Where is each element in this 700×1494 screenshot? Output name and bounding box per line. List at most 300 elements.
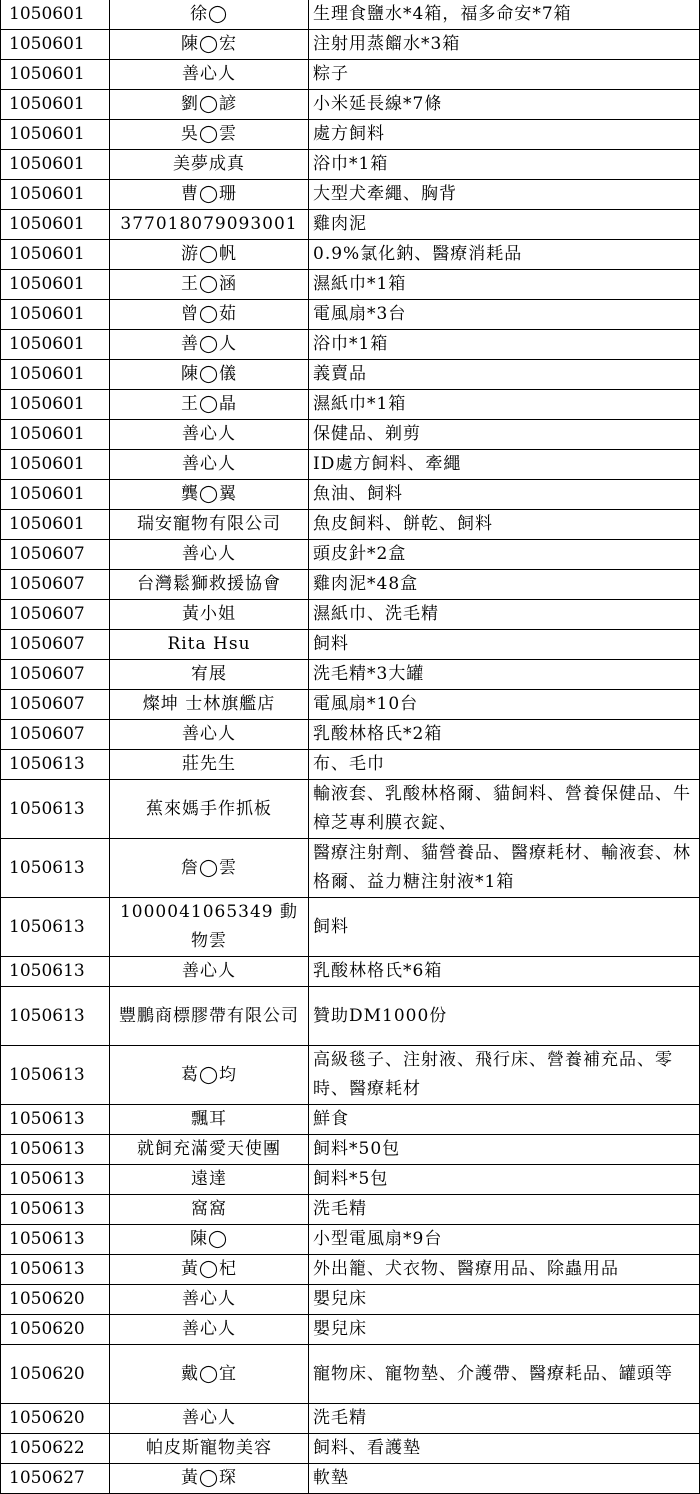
donor-cell bbox=[110, 480, 309, 510]
item-cell bbox=[309, 1105, 700, 1135]
donor-cell bbox=[110, 510, 309, 540]
date-cell bbox=[1, 30, 110, 60]
item-cell-text: 義賣品 bbox=[313, 364, 367, 384]
item-cell-text: 輸液套、乳酸林格爾、貓飼料、營養保健品、牛樟芝專利膜衣錠、 bbox=[313, 784, 691, 833]
donor-cell bbox=[110, 1464, 309, 1494]
donor-cell-text: 黃小姐 bbox=[182, 604, 236, 624]
date-cell bbox=[1, 898, 110, 957]
table-row bbox=[1, 600, 700, 630]
item-cell bbox=[309, 150, 700, 180]
donor-cell bbox=[110, 360, 309, 390]
donor-cell-text: 黃◯杞 bbox=[180, 1259, 238, 1279]
table-row bbox=[1, 1315, 700, 1345]
date-cell-text: 1050613 bbox=[9, 798, 85, 819]
donor-cell-text: 遠達 bbox=[191, 1169, 227, 1189]
date-cell-text: 1050613 bbox=[9, 916, 85, 937]
date-cell-text: 1050613 bbox=[9, 1229, 85, 1249]
date-cell-text: 1050601 bbox=[9, 34, 85, 54]
date-cell bbox=[1, 1135, 110, 1165]
date-cell-text: 1050601 bbox=[9, 484, 85, 504]
table-row bbox=[1, 420, 700, 450]
date-cell-text: 1050613 bbox=[9, 1005, 85, 1026]
item-cell bbox=[309, 1195, 700, 1225]
table-row bbox=[1, 180, 700, 210]
donor-cell-text: 善◯人 bbox=[180, 334, 238, 354]
date-cell bbox=[1, 957, 110, 987]
donor-cell-text: 台灣鬆獅救援協會 bbox=[137, 574, 281, 594]
donor-cell-text: 莊先生 bbox=[182, 754, 236, 774]
item-cell-text: 嬰兒床 bbox=[313, 1319, 367, 1339]
item-cell-text: 魚皮飼料、餅乾、飼料 bbox=[313, 514, 493, 534]
date-cell-text: 1050601 bbox=[9, 184, 85, 204]
date-cell-text: 1050601 bbox=[9, 454, 85, 474]
donor-cell-text: 王◯涵 bbox=[180, 274, 238, 294]
item-cell bbox=[309, 1404, 700, 1434]
donor-cell bbox=[110, 1285, 309, 1315]
item-cell bbox=[309, 1434, 700, 1464]
item-cell-text: 鮮食 bbox=[313, 1109, 349, 1129]
donor-cell-text: 詹◯雲 bbox=[180, 857, 238, 878]
item-cell-text: 小米延長線*7條 bbox=[313, 94, 443, 114]
item-cell-text: 生理食鹽水*4箱，福多命安*7箱 bbox=[313, 4, 572, 24]
donor-cell-text: 飄耳 bbox=[191, 1109, 227, 1129]
donor-cell-text: 窩窩 bbox=[191, 1199, 227, 1219]
item-cell bbox=[309, 780, 700, 839]
date-cell bbox=[1, 1315, 110, 1345]
item-cell-text: 魚油、飼料 bbox=[313, 484, 403, 504]
donor-cell bbox=[110, 1046, 309, 1105]
donor-cell bbox=[110, 240, 309, 270]
donor-cell-text: 葛◯均 bbox=[180, 1064, 238, 1085]
item-cell bbox=[309, 540, 700, 570]
item-cell bbox=[309, 1255, 700, 1285]
item-cell bbox=[309, 330, 700, 360]
table-row bbox=[1, 1046, 700, 1105]
donor-cell-text: 陳◯儀 bbox=[180, 364, 238, 384]
item-cell bbox=[309, 600, 700, 630]
date-cell-text: 1050601 bbox=[9, 214, 85, 234]
item-cell bbox=[309, 898, 700, 957]
table-row bbox=[1, 240, 700, 270]
date-cell-text: 1050620 bbox=[9, 1408, 85, 1428]
item-cell bbox=[309, 300, 700, 330]
date-cell-text: 1050601 bbox=[9, 94, 85, 114]
item-cell-text: 小型電風扇*9台 bbox=[313, 1229, 443, 1249]
donor-cell-text: 龔◯翼 bbox=[180, 484, 238, 504]
date-cell-text: 1050601 bbox=[9, 64, 85, 84]
donor-cell bbox=[110, 1434, 309, 1464]
item-cell-text: 處方飼料 bbox=[313, 124, 385, 144]
date-cell bbox=[1, 90, 110, 120]
table-row bbox=[1, 720, 700, 750]
date-cell bbox=[1, 270, 110, 300]
item-cell bbox=[309, 270, 700, 300]
donor-cell bbox=[110, 600, 309, 630]
date-cell bbox=[1, 510, 110, 540]
donor-cell-text: 瑞安寵物有限公司 bbox=[137, 514, 281, 534]
donor-cell-text: 燦坤 士林旗艦店 bbox=[142, 694, 276, 714]
table-row bbox=[1, 630, 700, 660]
table-row bbox=[1, 1404, 700, 1434]
date-cell-text: 1050601 bbox=[9, 424, 85, 444]
item-cell bbox=[309, 957, 700, 987]
table-row bbox=[1, 330, 700, 360]
item-cell bbox=[309, 390, 700, 420]
table-row bbox=[1, 1135, 700, 1165]
item-cell-text: 高級毯子、注射液、飛行床、營養補充品、零時、醫療耗材 bbox=[313, 1050, 673, 1099]
item-cell-text: 醫療注射劑、貓營養品、醫療耗材、輸液套、林格爾、益力糖注射液*1箱 bbox=[313, 843, 691, 892]
item-cell-text: 浴巾*1箱 bbox=[313, 154, 389, 174]
donor-cell-text: 陳◯宏 bbox=[180, 34, 238, 54]
date-cell bbox=[1, 60, 110, 90]
donor-cell bbox=[110, 540, 309, 570]
donor-cell bbox=[110, 1225, 309, 1255]
table-row bbox=[1, 270, 700, 300]
date-cell bbox=[1, 210, 110, 240]
date-cell-text: 1050607 bbox=[9, 664, 85, 684]
item-cell bbox=[309, 0, 700, 30]
date-cell-text: 1050613 bbox=[9, 754, 85, 774]
table-row bbox=[1, 1105, 700, 1135]
item-cell bbox=[309, 660, 700, 690]
item-cell-text: 軟墊 bbox=[313, 1468, 349, 1488]
date-cell bbox=[1, 1255, 110, 1285]
table-row bbox=[1, 690, 700, 720]
donor-cell-text: 吳◯雲 bbox=[180, 124, 238, 144]
donor-cell-text: 善心人 bbox=[182, 454, 236, 474]
donor-cell bbox=[110, 1255, 309, 1285]
item-cell-text: 洗毛精 bbox=[313, 1199, 367, 1219]
table-row bbox=[1, 510, 700, 540]
donor-cell-text: 善心人 bbox=[182, 424, 236, 444]
date-cell-text: 1050613 bbox=[9, 1139, 85, 1159]
table-row bbox=[1, 898, 700, 957]
item-cell-text: 濕紙巾*1箱 bbox=[313, 394, 407, 414]
donor-cell-text: 就飼充滿愛天使團 bbox=[137, 1139, 281, 1159]
date-cell-text: 1050613 bbox=[9, 1169, 85, 1189]
item-cell-text: 電風扇*3台 bbox=[313, 304, 407, 324]
donor-cell-text: 善心人 bbox=[182, 544, 236, 564]
table-row bbox=[1, 450, 700, 480]
donor-cell-text: Rita Hsu bbox=[167, 634, 251, 654]
date-cell-text: 1050601 bbox=[9, 274, 85, 294]
item-cell bbox=[309, 750, 700, 780]
donor-cell bbox=[110, 750, 309, 780]
table-row bbox=[1, 957, 700, 987]
date-cell bbox=[1, 570, 110, 600]
date-cell bbox=[1, 0, 110, 30]
item-cell bbox=[309, 1285, 700, 1315]
date-cell-text: 1050607 bbox=[9, 604, 85, 624]
donor-cell bbox=[110, 570, 309, 600]
donor-cell-text: 游◯帆 bbox=[180, 244, 238, 264]
date-cell bbox=[1, 1225, 110, 1255]
donor-cell bbox=[110, 390, 309, 420]
date-cell-text: 1050622 bbox=[9, 1438, 85, 1458]
donor-cell bbox=[110, 1105, 309, 1135]
table-row bbox=[1, 839, 700, 898]
item-cell bbox=[309, 1225, 700, 1255]
donor-cell bbox=[110, 1165, 309, 1195]
item-cell-text: 飼料 bbox=[313, 634, 349, 654]
date-cell bbox=[1, 780, 110, 839]
item-cell bbox=[309, 360, 700, 390]
donor-cell-text: 豐鵬商標膠帶有限公司 bbox=[119, 1005, 299, 1026]
donor-cell bbox=[110, 420, 309, 450]
item-cell-text: 飼料 bbox=[313, 916, 349, 937]
item-cell-text: 保健品、剃剪 bbox=[313, 424, 421, 444]
donor-cell bbox=[110, 660, 309, 690]
item-cell-text: 雞肉泥 bbox=[313, 214, 367, 234]
item-cell-text: 浴巾*1箱 bbox=[313, 334, 389, 354]
donor-cell bbox=[110, 1315, 309, 1345]
table-row bbox=[1, 60, 700, 90]
donor-cell bbox=[110, 690, 309, 720]
item-cell-text: 0.9%氯化鈉、醫療消耗品 bbox=[313, 244, 523, 264]
item-cell bbox=[309, 1165, 700, 1195]
date-cell-text: 1050601 bbox=[9, 304, 85, 324]
donor-cell bbox=[110, 450, 309, 480]
date-cell-text: 1050601 bbox=[9, 364, 85, 384]
date-cell-text: 1050601 bbox=[9, 154, 85, 174]
item-cell-text: 布、毛巾 bbox=[313, 754, 385, 774]
item-cell bbox=[309, 1135, 700, 1165]
donor-cell bbox=[110, 1345, 309, 1404]
date-cell-text: 1050620 bbox=[9, 1363, 85, 1384]
donor-cell bbox=[110, 150, 309, 180]
donor-cell-text: 善心人 bbox=[182, 1289, 236, 1309]
donor-cell bbox=[110, 0, 309, 30]
date-cell-text: 1050607 bbox=[9, 574, 85, 594]
table-row bbox=[1, 780, 700, 839]
item-cell-text: 乳酸林格氏*2箱 bbox=[313, 724, 443, 744]
table-row bbox=[1, 570, 700, 600]
item-cell-text: 飼料、看護墊 bbox=[313, 1438, 421, 1458]
date-cell bbox=[1, 1165, 110, 1195]
date-cell bbox=[1, 480, 110, 510]
date-cell-text: 1050601 bbox=[9, 4, 85, 24]
date-cell-text: 1050613 bbox=[9, 1109, 85, 1129]
item-cell-text: 濕紙巾*1箱 bbox=[313, 274, 407, 294]
donor-cell-text: 善心人 bbox=[182, 724, 236, 744]
table-row bbox=[1, 750, 700, 780]
donor-cell-text: 帕皮斯寵物美容 bbox=[146, 1438, 272, 1458]
donor-cell bbox=[110, 300, 309, 330]
item-cell bbox=[309, 180, 700, 210]
item-cell-text: 頭皮針*2盒 bbox=[313, 544, 407, 564]
item-cell bbox=[309, 570, 700, 600]
donor-cell-text: 善心人 bbox=[182, 1408, 236, 1428]
date-cell bbox=[1, 540, 110, 570]
date-cell-text: 1050613 bbox=[9, 857, 85, 878]
date-cell bbox=[1, 750, 110, 780]
table-row bbox=[1, 1165, 700, 1195]
date-cell-text: 1050613 bbox=[9, 1199, 85, 1219]
donor-cell bbox=[110, 957, 309, 987]
date-cell-text: 1050613 bbox=[9, 1064, 85, 1085]
item-cell-text: 注射用蒸餾水*3箱 bbox=[313, 34, 461, 54]
table-row bbox=[1, 1464, 700, 1494]
date-cell-text: 1050607 bbox=[9, 544, 85, 564]
date-cell-text: 1050627 bbox=[9, 1468, 85, 1488]
table-row bbox=[1, 1225, 700, 1255]
date-cell bbox=[1, 1046, 110, 1105]
item-cell-text: 乳酸林格氏*6箱 bbox=[313, 961, 443, 981]
item-cell bbox=[309, 480, 700, 510]
item-cell bbox=[309, 240, 700, 270]
item-cell-text: 寵物床、寵物墊、介護帶、醫療耗品、罐頭等 bbox=[313, 1363, 673, 1384]
item-cell-text: ID處方飼料、牽繩 bbox=[313, 454, 462, 474]
item-cell bbox=[309, 987, 700, 1046]
table-row bbox=[1, 987, 700, 1046]
donor-cell-text: 劉◯諺 bbox=[180, 94, 238, 114]
date-cell-text: 1050613 bbox=[9, 961, 85, 981]
table-row bbox=[1, 540, 700, 570]
donor-cell bbox=[110, 720, 309, 750]
donor-cell bbox=[110, 180, 309, 210]
date-cell bbox=[1, 390, 110, 420]
date-cell bbox=[1, 360, 110, 390]
table-row bbox=[1, 1195, 700, 1225]
donor-cell bbox=[110, 90, 309, 120]
table-row bbox=[1, 1255, 700, 1285]
table-row bbox=[1, 1285, 700, 1315]
table-row bbox=[1, 300, 700, 330]
donor-cell-text: 黃◯琛 bbox=[180, 1468, 238, 1488]
donor-cell-text: 美夢成真 bbox=[173, 154, 245, 174]
donor-cell bbox=[110, 30, 309, 60]
date-cell-text: 1050601 bbox=[9, 394, 85, 414]
date-cell bbox=[1, 450, 110, 480]
donor-cell-text: 戴◯宜 bbox=[180, 1363, 238, 1384]
item-cell-text: 電風扇*10台 bbox=[313, 694, 419, 714]
date-cell bbox=[1, 1434, 110, 1464]
item-cell-text: 飼料*50包 bbox=[313, 1139, 401, 1159]
item-cell bbox=[309, 450, 700, 480]
donor-cell bbox=[110, 898, 309, 957]
table-row bbox=[1, 480, 700, 510]
date-cell bbox=[1, 330, 110, 360]
donor-cell-text: 1000041065349 動物雲 bbox=[119, 902, 298, 951]
item-cell-text: 洗毛精 bbox=[313, 1408, 367, 1428]
donor-cell bbox=[110, 1195, 309, 1225]
item-cell-text: 贊助DM1000份 bbox=[313, 1005, 448, 1026]
date-cell bbox=[1, 150, 110, 180]
table-row bbox=[1, 360, 700, 390]
date-cell-text: 1050620 bbox=[9, 1319, 85, 1339]
donation-table-body bbox=[1, 0, 700, 1494]
donor-cell bbox=[110, 839, 309, 898]
date-cell bbox=[1, 630, 110, 660]
date-cell bbox=[1, 1285, 110, 1315]
item-cell-text: 外出籠、犬衣物、醫療用品、除蟲用品 bbox=[313, 1259, 619, 1279]
date-cell-text: 1050620 bbox=[9, 1289, 85, 1309]
date-cell-text: 1050601 bbox=[9, 124, 85, 144]
item-cell bbox=[309, 1046, 700, 1105]
donor-cell bbox=[110, 630, 309, 660]
donor-cell bbox=[110, 270, 309, 300]
item-cell-text: 洗毛精*3大罐 bbox=[313, 664, 425, 684]
table-row bbox=[1, 30, 700, 60]
table-row bbox=[1, 0, 700, 30]
item-cell bbox=[309, 210, 700, 240]
table-row bbox=[1, 1345, 700, 1404]
date-cell bbox=[1, 120, 110, 150]
item-cell bbox=[309, 690, 700, 720]
item-cell bbox=[309, 1464, 700, 1494]
date-cell bbox=[1, 1464, 110, 1494]
table-row bbox=[1, 660, 700, 690]
donor-cell-text: 善心人 bbox=[182, 64, 236, 84]
table-row bbox=[1, 390, 700, 420]
item-cell-text: 大型犬牽繩、胸背 bbox=[313, 184, 457, 204]
date-cell-text: 1050607 bbox=[9, 694, 85, 714]
donor-cell-text: 善心人 bbox=[182, 961, 236, 981]
date-cell bbox=[1, 240, 110, 270]
table-row bbox=[1, 150, 700, 180]
date-cell bbox=[1, 1345, 110, 1404]
date-cell-text: 1050601 bbox=[9, 244, 85, 264]
date-cell bbox=[1, 720, 110, 750]
item-cell bbox=[309, 630, 700, 660]
donor-cell bbox=[110, 780, 309, 839]
date-cell-text: 1050607 bbox=[9, 724, 85, 744]
item-cell bbox=[309, 1315, 700, 1345]
donor-cell-text: 蕉來媽手作抓板 bbox=[146, 798, 272, 819]
item-cell bbox=[309, 510, 700, 540]
donor-cell bbox=[110, 60, 309, 90]
donor-cell-text: 曹◯珊 bbox=[180, 184, 238, 204]
item-cell-text: 嬰兒床 bbox=[313, 1289, 367, 1309]
donor-cell-text: 王◯晶 bbox=[180, 394, 238, 414]
date-cell bbox=[1, 1404, 110, 1434]
table-row bbox=[1, 120, 700, 150]
donor-cell-text: 377018079093001 bbox=[120, 214, 298, 234]
date-cell-text: 1050607 bbox=[9, 634, 85, 654]
item-cell bbox=[309, 120, 700, 150]
donor-cell-text: 徐◯ bbox=[189, 4, 229, 24]
donor-cell bbox=[110, 1135, 309, 1165]
date-cell bbox=[1, 987, 110, 1046]
date-cell-text: 1050601 bbox=[9, 334, 85, 354]
item-cell-text: 雞肉泥*48盒 bbox=[313, 574, 419, 594]
item-cell bbox=[309, 1345, 700, 1404]
item-cell bbox=[309, 60, 700, 90]
donor-cell bbox=[110, 120, 309, 150]
table-row bbox=[1, 1434, 700, 1464]
donor-cell-text: 善心人 bbox=[182, 1319, 236, 1339]
donor-cell bbox=[110, 987, 309, 1046]
donor-cell-text: 宥展 bbox=[191, 664, 227, 684]
date-cell bbox=[1, 180, 110, 210]
table-row bbox=[1, 210, 700, 240]
date-cell bbox=[1, 660, 110, 690]
item-cell bbox=[309, 30, 700, 60]
date-cell bbox=[1, 300, 110, 330]
donor-cell-text: 曾◯茹 bbox=[180, 304, 238, 324]
date-cell bbox=[1, 420, 110, 450]
date-cell bbox=[1, 1105, 110, 1135]
item-cell-text: 粽子 bbox=[313, 64, 349, 84]
item-cell-text: 飼料*5包 bbox=[313, 1169, 389, 1189]
date-cell bbox=[1, 600, 110, 630]
item-cell bbox=[309, 420, 700, 450]
donor-cell bbox=[110, 330, 309, 360]
donor-cell bbox=[110, 210, 309, 240]
date-cell bbox=[1, 1195, 110, 1225]
item-cell-text: 濕紙巾、洗毛精 bbox=[313, 604, 439, 624]
donor-cell bbox=[110, 1404, 309, 1434]
